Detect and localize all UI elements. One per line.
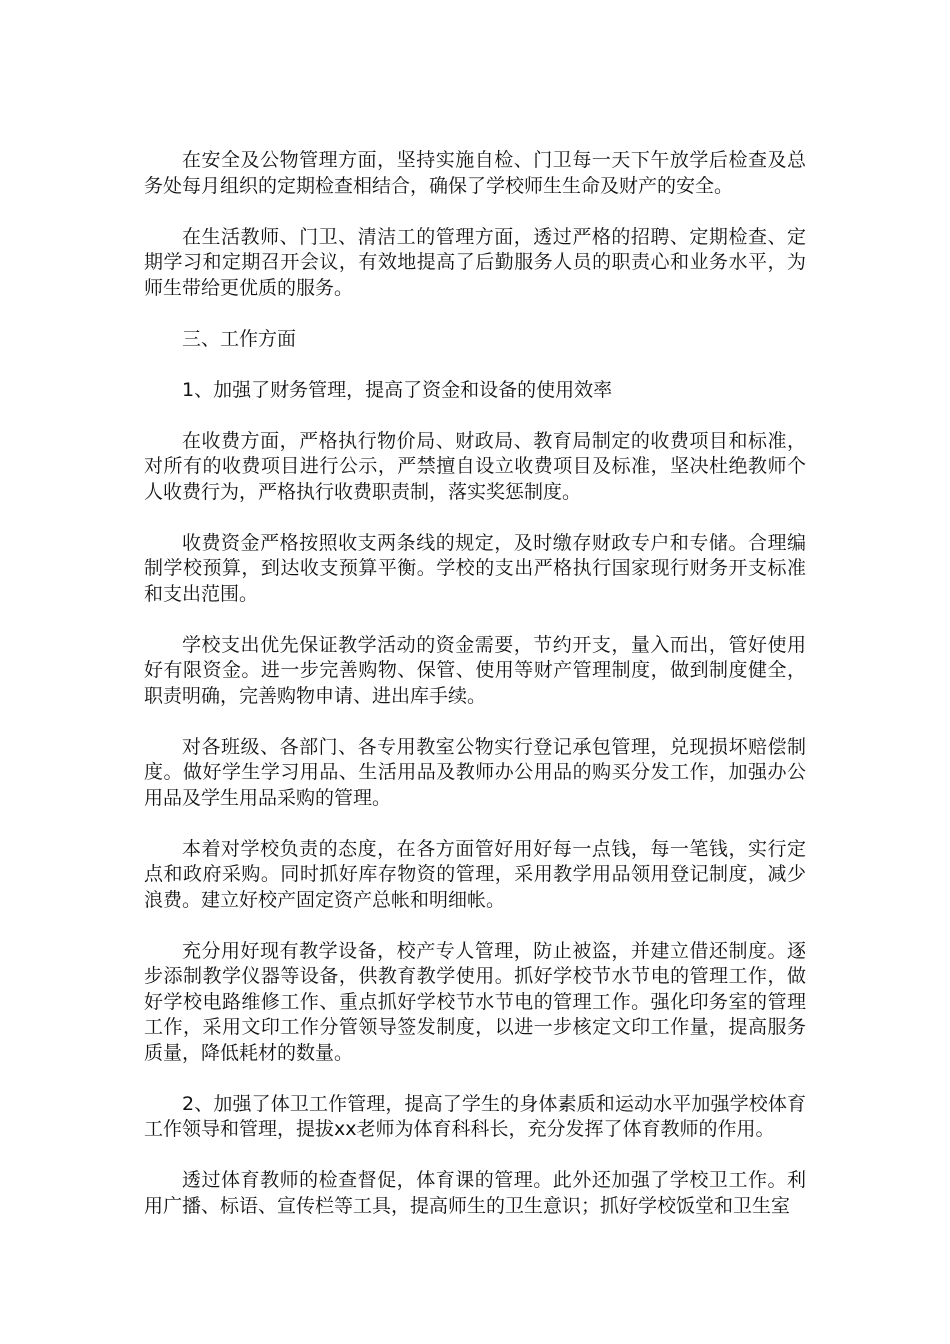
section-heading-work: 三、工作方面: [182, 327, 297, 350]
paragraph-equipment: 充分用好现有教学设备，校产专人管理，防止被盗，并建立借还制度。逐步添制教学仪器等设备，供教育教学使用。抓好学校节水节电的管理工作，做好学校电路维修工作、重点抓好学校节水节电的管理工作。强化印务室的管理工作，采用文印工作分管领导签发制度，以进一步核定文印工作量，提高服务质量，降低耗材的数量。: [144, 939, 806, 1064]
document-page: [144, 148, 806, 1245]
paragraph-staff-management: 在生活教师、门卫、清洁工的管理方面，透过严格的招聘、定期检查、定期学习和定期召开会议，有效地提高了后勤服务人员的职责心和业务水平，为师生带给更优质的服务。: [144, 225, 806, 299]
subheading-finance: 1、加强了财务管理，提高了资金和设备的使用效率: [182, 378, 613, 401]
paragraph-procurement: 本着对学校负责的态度，在各方面管好用好每一点钱，每一笔钱，实行定点和政府采购。同时抓好库存物资的管理，采用教学用品领用登记制度，减少浪费。建立好校产固定资产总帐和明细帐。: [144, 837, 806, 911]
paragraph-public-property: 对各班级、各部门、各专用教室公物实行登记承包管理，兑现损坏赔偿制度。做好学生学习用品、生活用品及教师办公用品的购买分发工作，加强办公用品及学生用品采购的管理。: [144, 735, 806, 809]
paragraph-pe-supervision: 透过体育教师的检查督促，体育课的管理。此外还加强了学校卫工作。利用广播、标语、宣传栏等工具，提高师生的卫生意识；抓好学校饭堂和卫生室: [144, 1169, 806, 1217]
paragraph-expenditure: 学校支出优先保证教学活动的资金需要，节约开支，量入而出，管好使用好有限资金。进一步完善购物、保管、使用等财产管理制度，做到制度健全，职责明确，完善购物申请、进出库手续。: [144, 633, 806, 707]
paragraph-sports-health: 2、加强了体卫工作管理，提高了学生的身体素质和运动水平加强学校体育工作领导和管理，提拔xx老师为体育科科长，充分发挥了体育教师的作用。: [144, 1092, 806, 1140]
paragraph-safety-management: 在安全及公物管理方面，坚持实施自检、门卫每一天下午放学后检查及总务处每月组织的定期检查相结合，确保了学校师生生命及财产的安全。: [144, 149, 806, 197]
paragraph-fees: 在收费方面，严格执行物价局、财政局、教育局制定的收费项目和标准，对所有的收费项目进行公示，严禁擅自设立收费项目及标准，坚决杜绝教师个人收费行为，严格执行收费职责制，落实奖惩制度。: [144, 429, 806, 503]
paragraph-fee-funds: 收费资金严格按照收支两条线的规定，及时缴存财政专户和专储。合理编制学校预算，到达收支预算平衡。学校的支出严格执行国家现行财务开支标准和支出范围。: [144, 531, 806, 605]
